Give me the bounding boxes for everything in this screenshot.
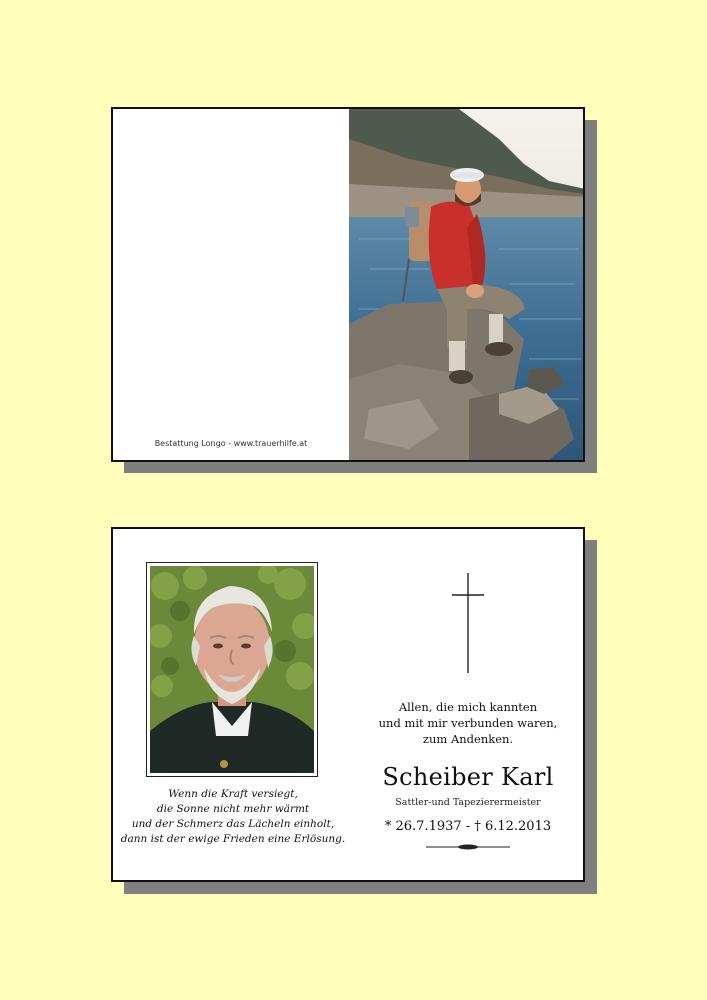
card-front — [111, 107, 585, 462]
profession: Sattler-und Tapezierermeister — [395, 797, 541, 808]
farewell-line: und mit mir verbunden waren, — [378, 716, 558, 730]
card-front-blank-panel — [113, 109, 349, 460]
poem — [113, 787, 353, 847]
poem-line: und der Schmerz das Lächeln einholt, — [131, 818, 335, 830]
deceased-name: Scheiber Karl — [382, 763, 554, 791]
poem-line: Wenn die Kraft versiegt, — [168, 788, 298, 800]
ornament-divider-icon — [426, 843, 510, 851]
poem-line: die Sonne nicht mehr wärmt — [156, 803, 310, 815]
hiker-by-lake-photo — [349, 109, 585, 460]
portrait-frame — [146, 562, 318, 777]
poem-line: dann ist der ewige Frieden eine Erlösung. — [120, 833, 346, 845]
farewell-line: Allen, die mich kannten — [398, 700, 538, 714]
life-dates: * 26.7.1937 - † 6.12.2013 — [384, 819, 552, 834]
funeral-home-footer: Bestattung Longo - www.trauerhilfe.at — [154, 439, 308, 448]
farewell-text — [353, 699, 583, 747]
farewell-line: zum Andenken. — [422, 732, 514, 746]
portrait-photo — [150, 566, 314, 773]
card-back — [111, 527, 585, 882]
cross-icon — [452, 573, 484, 673]
